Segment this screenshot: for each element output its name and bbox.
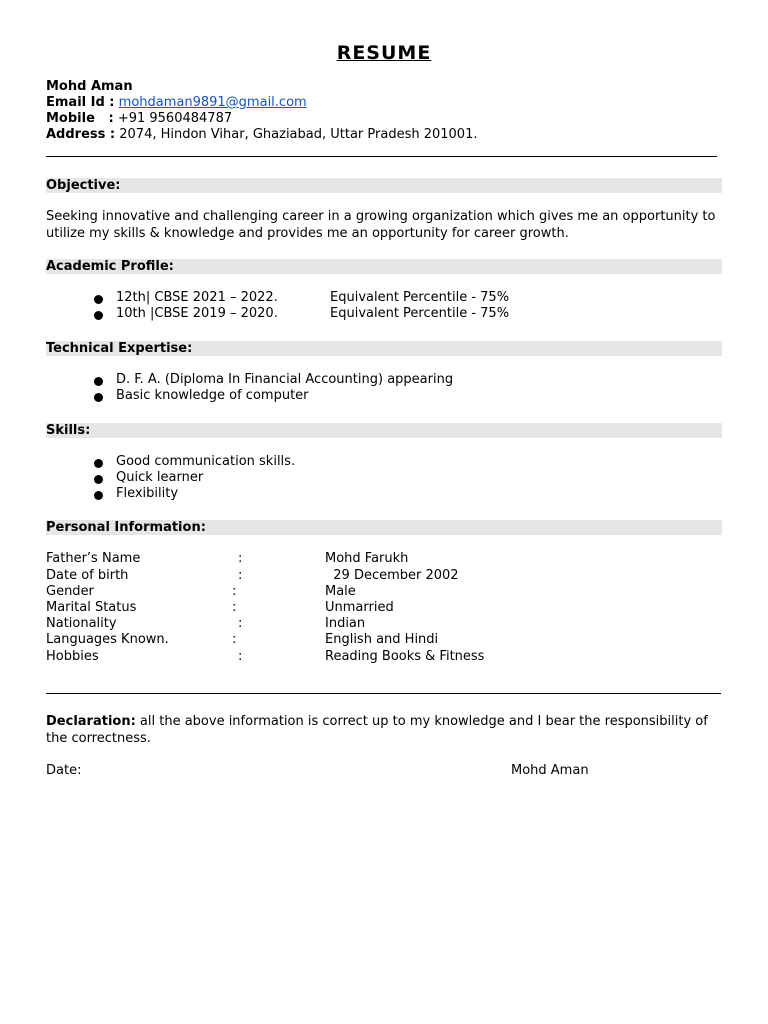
- date-label: Date:: [46, 763, 82, 778]
- bullet-icon: [92, 471, 106, 487]
- email-label: Email Id :: [46, 95, 115, 110]
- personal-value: Unmarried: [325, 600, 394, 615]
- personal-value: Indian: [325, 616, 366, 631]
- personal-value: Male: [325, 584, 356, 599]
- declaration: [46, 714, 716, 747]
- technical-text: D. F. A. (Diploma In Financial Accounting) appearing: [116, 372, 454, 387]
- declaration-text: all the above information is correct up to my knowledge and I bear the responsibility of the correctness.: [46, 714, 708, 746]
- mobile-line: [46, 111, 232, 127]
- personal-value: Reading Books & Fitness: [325, 649, 485, 664]
- personal-label: Marital Status: [46, 600, 137, 615]
- personal-value: Mohd Farukh: [325, 551, 409, 566]
- candidate-name: Mohd Aman: [46, 79, 133, 94]
- skill-text: Quick learner: [116, 470, 204, 485]
- bullet-icon: [92, 307, 106, 323]
- mobile-label: Mobile :: [46, 111, 114, 126]
- bullet-icon: [92, 389, 106, 405]
- academic-heading: Academic Profile:: [46, 259, 722, 274]
- personal-colon: :: [232, 632, 237, 647]
- personal-colon: :: [232, 584, 237, 599]
- email-line: [46, 95, 307, 111]
- personal-label: Nationality: [46, 616, 117, 631]
- address-line: [46, 127, 477, 143]
- academic-result: Equivalent Percentile - 75%: [330, 290, 510, 305]
- personal-colon: :: [238, 551, 243, 566]
- mobile-value: +91 9560484787: [117, 111, 233, 126]
- personal-colon: :: [232, 600, 237, 615]
- address-label: Address :: [46, 127, 116, 142]
- technical-heading: Technical Expertise:: [46, 341, 722, 356]
- personal-colon: :: [238, 649, 243, 664]
- divider-bottom: [46, 693, 721, 694]
- skill-text: Flexibility: [116, 486, 179, 501]
- personal-colon: :: [238, 568, 243, 583]
- objective-heading: Objective:: [46, 178, 722, 193]
- divider-top: [46, 156, 717, 157]
- skills-heading: Skills:: [46, 423, 722, 438]
- academic-course: 10th |CBSE 2019 – 2020.: [116, 306, 278, 321]
- personal-colon: :: [238, 616, 243, 631]
- personal-label: Father’s Name: [46, 551, 141, 566]
- page-title: RESUME: [336, 42, 432, 64]
- bullet-icon: [92, 373, 106, 389]
- personal-label: Hobbies: [46, 649, 99, 664]
- bullet-icon: [92, 487, 106, 503]
- academic-result: Equivalent Percentile - 75%: [330, 306, 510, 321]
- bullet-icon: [92, 291, 106, 307]
- declaration-label: Declaration:: [46, 714, 136, 729]
- address-value: 2074, Hindon Vihar, Ghaziabad, Uttar Pradesh 201001.: [119, 127, 478, 142]
- personal-value: English and Hindi: [325, 632, 439, 647]
- personal-heading: Personal Information:: [46, 520, 722, 535]
- objective-text: Seeking innovative and challenging career in a growing organization which gives me an opportunity to utilize my skills & knowledge and provides me an opportunity for career growth.: [46, 209, 716, 241]
- signature-name: Mohd Aman: [511, 763, 589, 778]
- personal-value: 29 December 2002: [325, 568, 459, 583]
- skill-text: Good communication skills.: [116, 454, 296, 469]
- personal-label: Date of birth: [46, 568, 129, 583]
- bullet-icon: [92, 455, 106, 471]
- personal-label: Gender: [46, 584, 94, 599]
- email-link[interactable]: mohdaman9891@gmail.com: [118, 95, 307, 110]
- personal-label: Languages Known.: [46, 632, 169, 647]
- academic-course: 12th| CBSE 2021 – 2022.: [116, 290, 278, 305]
- technical-text: Basic knowledge of computer: [116, 388, 309, 403]
